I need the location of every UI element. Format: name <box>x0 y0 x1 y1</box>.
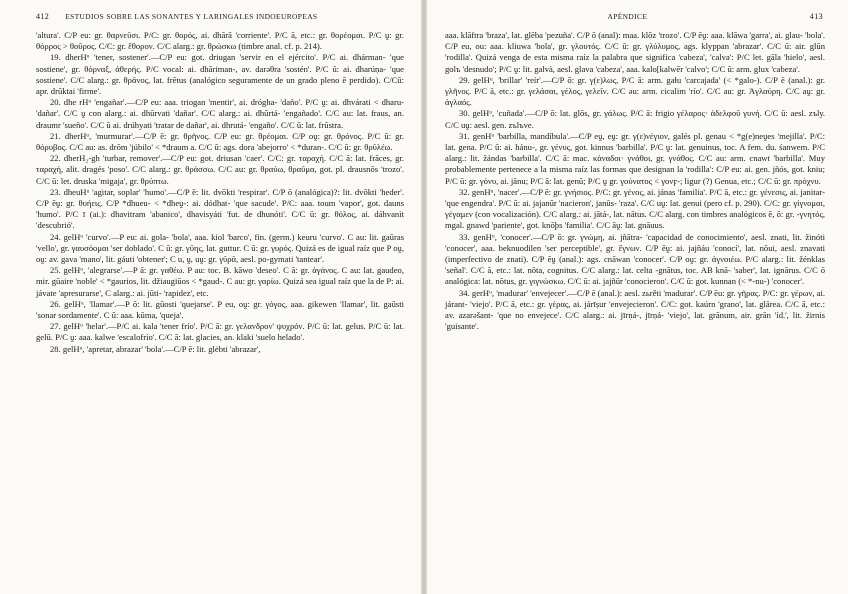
entry-paragraph: 32. genHᵘ, 'nacer'.—C/P ē: gr. γνήσιος. P/C: gr. γένος, ai. jánas 'familia'. P/C ā, etc.: gr. γένεσις, ai. janitar- 'que engendra'. P/C ū: ai. jajanūr 'nacieron', janūs- 'raza'. C/C uṷ: lat. genui (pero cf. p. 290). C/C: gr. γίγνομαι, γέγαμεν (con vocalización). C/C alarg.: ai. jātá-, lat. nātus. C/C alarg. con timbres analógicos ē, ō: gr. -γνητός, mgal. gnawd 'pariente', got. knōþs 'familia'. C/C āṷ: lat. gnāuus. <box>445 186 825 231</box>
entry-paragraph: 33. genHᵘ, 'conocer'.—C/P ō: gr. γνώμη, ai. jñātra- 'capacidad de conocimiento', aesl. znati, lit. žinóti 'conocer', aaa. beknuodilen 'ser perceptible', gr. ἔγνων. C/P ēṷ: ai. jajñáu 'conocí', lat. nōui, aesl. znavati (imperfectivo de znati). C/P ēṷ (anal.): ags. cnāwan 'conocer'. C/P oṷ: gr. ἀγνοιέω. P/C alarg.: lit. žénklas 'señal'. C/C ā, etc.: lat. nōta, cognitus. C/C alarg.: lat. celta -gnātus, toc. AB knā- 'saber', lat. ignārus. C/C ō analógica: lat. nōtus, gr. γιγνώσκω. C/C ū: ai. jajñūr 'conocieron'. C/C ū: got. kunnan (< *-nu-) 'conocer'. <box>445 231 825 287</box>
entry-paragraph: 25. gelHᵘ, 'alegrarse'.—P ā: gr. γαθέω. P au: toc. B. kāwo 'deseo'. C ā: gr. ἀγάνος. C au: lat. gaudeo, mir. gūaire 'noble' < *gaurios, lit. džiaugiūos < *gaud-. C au: gr. γαρίω. Quizá sea igual raíz que la de P: ai. jávate 'apresurarse', C alarg.: ai. jūti- 'rapidez', etc. <box>36 265 404 298</box>
right-page <box>427 0 848 594</box>
entry-paragraph: 20. dhe rHᵘ 'engañar'.—C/P eu: aaa. triogan 'mentir', ai. drógha- 'daño'. P/C ṷ: ai. dhvárati < dharu- 'dañar'. C/C ṷ con alarg.: ai. dhūrvati 'dañar'. C/C alarg.: ai. dhūrtá- 'engañado'. C/C au: lat. fraus, an. draumr 'sueño'. C/C ū ai. drúhyati 'tratar de dañar', ai. dhrutá- 'engaño'. C/C ū: lat. frūstra. <box>36 97 404 130</box>
entry-paragraph: 21. dherHᵘ, 'murmurar'.—C/P ē: gr. θρῆνος. C/P eu: gr. θρέομαι. C/P oṷ: gr. θρόνος. P/C ū: gr. θόρυβος. C/C au: as. drōm 'júbilo' < *draum a. C/C ū: ags. dora 'abejorro' < *duran-. C/C ū: gr. θρῦλέω. <box>36 130 404 153</box>
entry-paragraph: 27. gelHᵘ 'helar'.—P/C ai. kala 'tener frío'. P/C ā: gr. γελανδρον' ψυχρόν. P/C ū: lat. gelus. P/C ū: lat. gelū. P/C ṷ: aaa. kalwe 'escalofrío'. C/C ā: lat. glacies, an. klaki 'suelo helado'. <box>36 321 404 343</box>
right-page-text <box>445 30 825 332</box>
entry-paragraph: 24. gelHᵘ 'curvo'.—P eu: ai. gola- 'bola', aaa. kiol 'barco', fin. (germ.) keuru 'curvo'. C au: lit. gaūras 'vello', gr. γαυσόομαι 'ser doblado'. C ū: gr. γῦης, lat. guttur. C ū: gr. γυρός. Quizá es de igual raíz que P oṷ, oṷ: av. gava 'mano', lit. gáuti 'obtener'; C u, ṷ, uṷ: gr. γῦρᾶ, aesl. po-gymati 'tantear'. <box>36 231 404 265</box>
entry-paragraph: 29. gelHᵘ, 'brillar' 'reír'.—C/P ō: gr. γ(ε)λως, P/C ā: arm. gaɫu 'carcajada' (< *galo-). C/P ē (anal.): gr. γλῆνος. P/C ā, etc.: gr. γελάσαι, γέλος, γελεῖν. C/C ǝu: arm. cicalim 'río'. C/C au: gr. Ἀγλαύρη. C/C aṷ: gr. ἀγλαός. <box>445 74 825 108</box>
entry-paragraph: 22. dherH₂-gh 'turbar, remover'.—C/P eu: got. driusan 'caer'. C/C: gr. ταραχή. C/C ā: lat. frāces, gr. ταραχή, alit. dragés 'poso'. C/C alarg.: gr. θράσσω. C/C au: gr. θραύω, θραῦμα, got. pl. drausnōs 'trozo'. C/C ū: let. druska 'migaja', gr. θρύπτω. <box>36 153 404 186</box>
right-page-number: 413 <box>809 12 823 21</box>
continuation-paragraph: aaa. klāftra 'braza', lat. glēba 'pezuña'. C/P ō (anal): maa. klōz 'trozo'. C/P ēṷ: aaa. klāwa 'garra', ai. glau- 'bola'. C/P eu, ou: aaa. kliuwa 'bola', gr. γλουτός. C/C ū: gr. γλύλυμος, ags. klyppan 'abrazar'. C/C ū: air. glūn 'rodilla'. Quizá venga de esta misma raíz la palabra que significa 'cabeza', 'calva': P/C let. gāla 'hielo', aesl. golъ 'desnudo'; P/C ṷ: lit. galvà, aesl. glava 'cabeza', aaa. kalo[kalwēr 'calvo'; C/C ū: arm. glux 'cabeza'. <box>445 30 825 74</box>
right-running-title: APÉNDICE <box>607 12 648 21</box>
entry-paragraph: 26. gelHᵘ, 'llamar'.—P ō: lit. gūosti 'quejarse'. P eu, oṷ: gr. γόγος, aaa. gikewen 'llamar', lit. gaūsti 'sonar sordamente'. C ū: aaa. kūma, 'queja'. <box>36 298 404 321</box>
left-page-text <box>36 30 404 355</box>
entry-paragraph: 23. dheuHᵘ 'agitar, soplar' 'humo'.—C/P ē: lit. dvōkti 'respirar'. C/P ō (analógica)?: lit. dvōkti 'heder'. C/P ēṷ: gr. θυήεις. C/P *dhueu- < *dheṷ-: ai. dódhat- 'que sacude'. P/C: aaa. toum 'vapor', got. dauns 'humo'. P/C ī (ai.): dhavitram 'abanico', dhavisyáti 'fut. de dhunóti'. C/C ū: gr. θόλος, ai. dáhvanìt 'descubrió'. <box>36 186 404 231</box>
entry-paragraph: 34. gerHᵘ, 'madurar' 'envejecer'.—C/P ē (anal.): aesl. zьrěti 'madurar'. C/P ēu: gr. γῆρας. P/C: gr. γέρων, ai. járant- 'viejo'. P/C ā, etc.: gr. γέρας, ai. járīṣur 'envejecieron'. C/C: got. kaúrn 'grano', lat. glārea. C/C ā, etc.: av. azarǝšant- 'que no envejece'. C/C alarg.: ai. jīrṇá-, jīrṇá- 'viejo', lat. grānum, air. grān 'íd.', lit. žirnis 'guisante'. <box>445 287 825 332</box>
entry-paragraph: 30. gelHᵘ, 'cuñada'.—C/P ō: lat. glōs, gr. γάλως. P/C ā: frigio γέλαρος· ἀδελφοῦ γυνή. C/C ū: aesl. zъlу. C/C uṷ: aesl. gen. zъlъve. <box>445 108 825 130</box>
entry-paragraph: 19. dherHᵘ 'tener, sostener'.—C/P eu: got. driugan 'servir en el ejército'. P/C ai. dhárman- 'que sostiene', gr. θόρναξ, ἀθερής. P/C vocal: ai. dhāriman-, av. darǝθra 'sostén'. P/C ū: ai. dharúṇa- 'que sostiene'. C/C alarg.: gr. θρᾶνος, lat. frētus (analógico seguramente de un grado pleno ē perdido). C/Cū: apr. drūktai 'firme'. <box>36 52 404 97</box>
entry-paragraph: 31. genHᵘ 'barbilla, mandíbula'.—C/P eṷ, eṷ: gr. γ(ε)νέγιον, galés pl. genau < *g(e)neṷes 'mejilla'. P/C: lat. gena. P/C ū: ai. hánu-, gr. γένυς, got. kinnus 'barbilla'. P/C ṷ: lat. genuinus, toc. A fem. du. śanwem. P/C alarg.: lit. žándas 'barbilla'. C/C ā: mac. κάναδοι· γνάθοι, gr. γνάθος. C/C au: arm. cnawt 'barbilla'. Muy probablemente pertenece a la misma raíz las formas que designan la 'rodilla': C/P eu: ai. gen. jñós, got. kniu; P/C ū: gr. γόνυ, ai. jānu; P/C ā: lat. genū; P/C ṷ gr. γούνατος < γονϝ-; ligur (?) Genua, etc.; C/C ū: gr. πρόχνυ. <box>445 130 825 186</box>
left-page <box>0 0 421 594</box>
entry-paragraph: 28. gelHᵘ, 'apretar, abrazar' 'bola'.—C/P ē: lit. glėbti 'abrazar', <box>50 343 261 354</box>
right-running-head <box>445 12 823 24</box>
left-page-number: 412 <box>36 12 50 21</box>
left-running-head <box>36 12 404 24</box>
left-running-title: ESTUDIOS SOBRE LAS SONANTES Y LARINGALES INDOEUROPEAS <box>65 12 318 21</box>
continuation-paragraph: 'altura'. C/P eu: gr. θαρνεῦσι. P/C: gr. θορός, ai. dhārā 'corriente'. P/C ā, etc.: gr. θορέομαι. P/C ṷ: gr. θόρρος > θοῦρος. C/C: gr. ἔθορον. C/C alarg.: gr. θρώσκω (timbre anal. cf. p. 214). <box>36 30 404 52</box>
